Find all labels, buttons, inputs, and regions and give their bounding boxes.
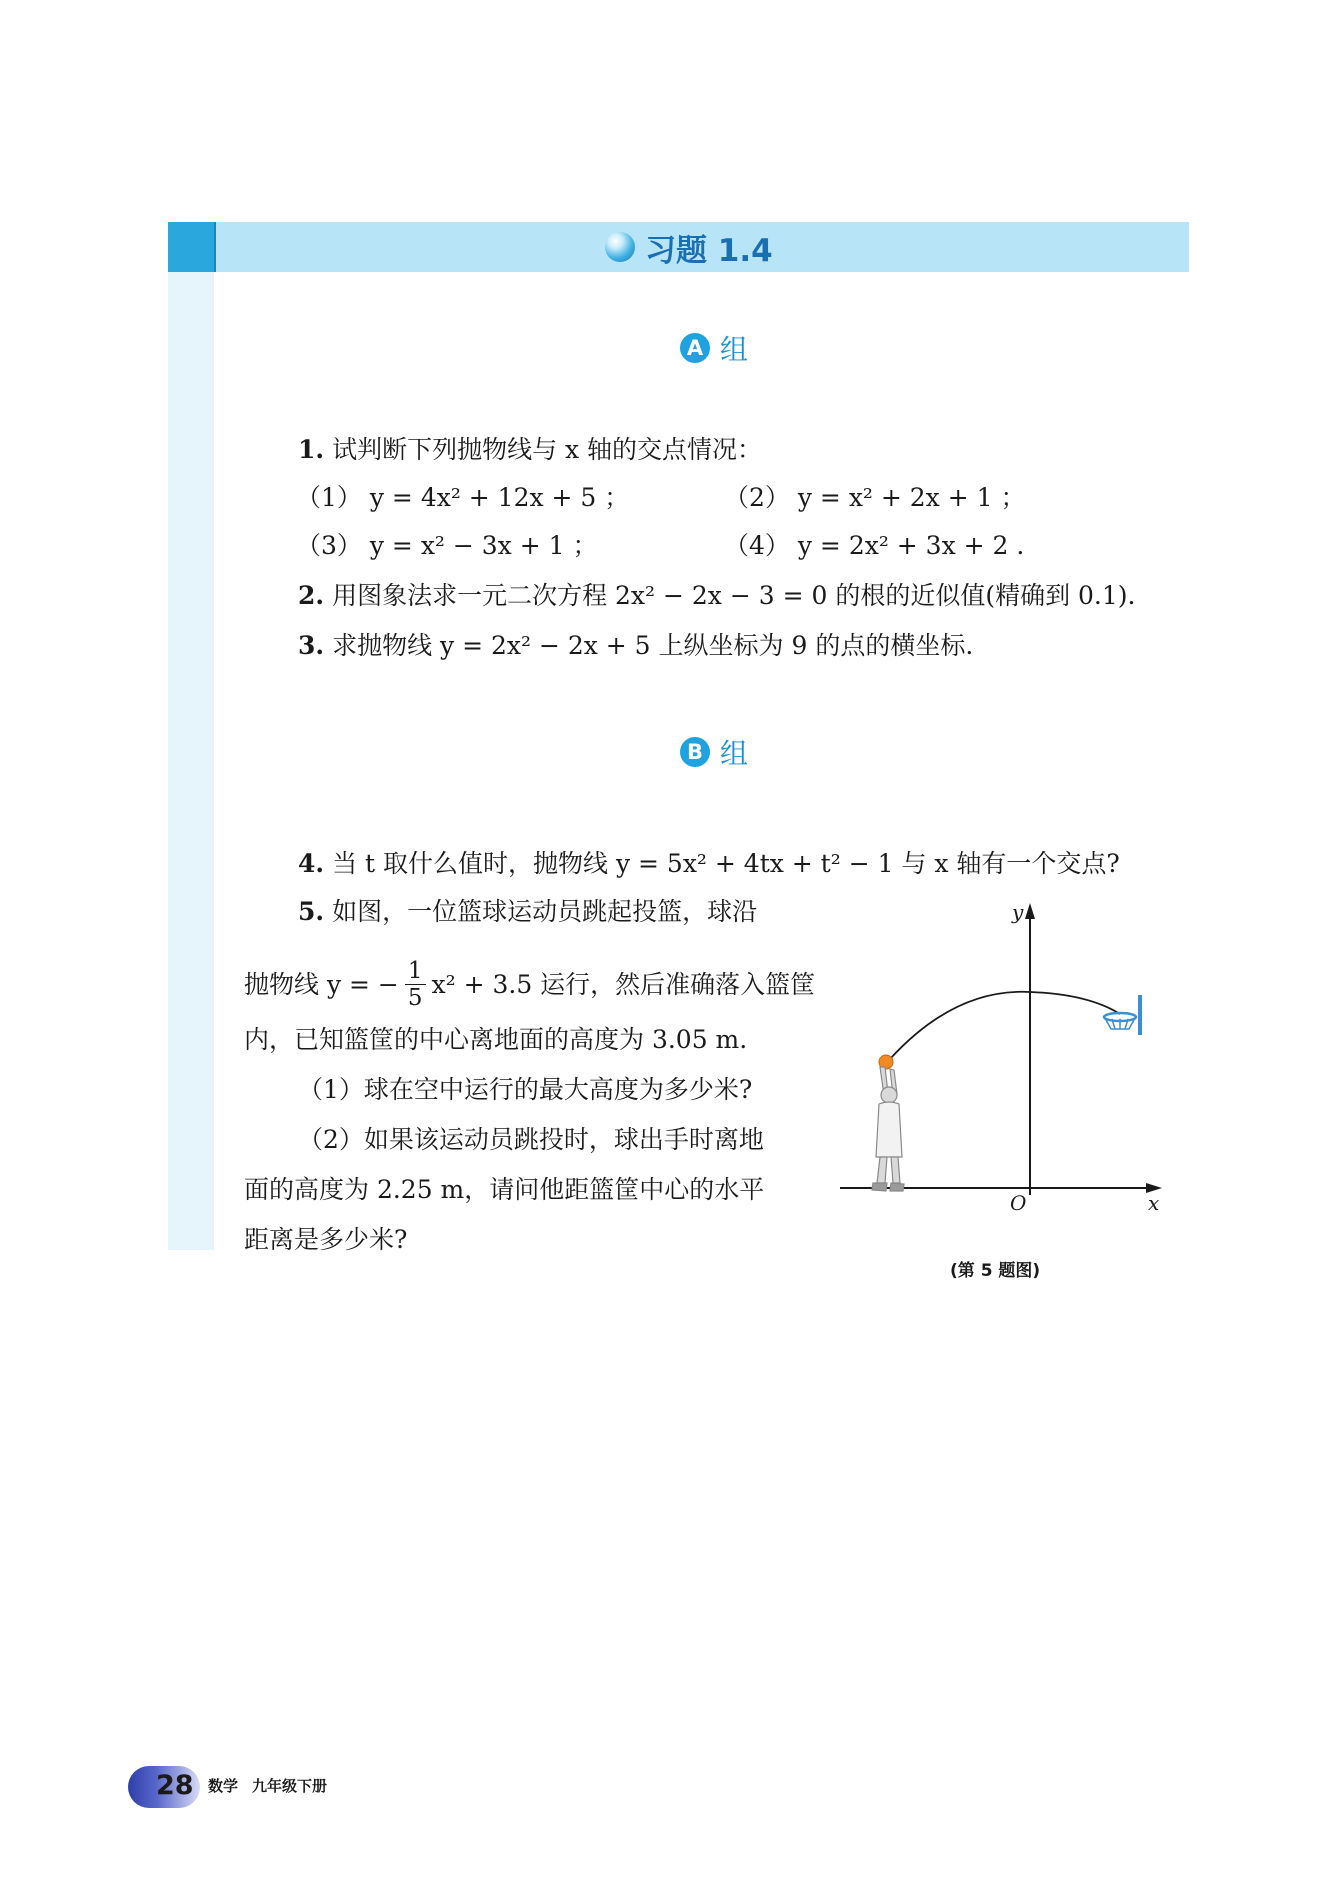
problem-4-number: 4. (298, 849, 325, 878)
group-a-badge: A (680, 333, 710, 363)
problem-2 (298, 580, 1135, 612)
orb-icon (605, 232, 635, 262)
fraction (405, 958, 426, 1011)
problem-3-number: 3. (298, 631, 325, 660)
problem-1 (298, 434, 762, 466)
problem-5-question-2-line-3: 距离是多少米? (244, 1225, 408, 1254)
problem-5-line-2 (244, 958, 815, 1011)
section-title-text: 习题 1.4 (645, 232, 773, 269)
fraction-denominator: 5 (407, 985, 423, 1011)
basketball-figure (830, 895, 1170, 1235)
problem-1-part-3: （3） y = x² − 3x + 1 ； (296, 531, 598, 560)
footer-grade: 九年级下册 (252, 1777, 328, 1795)
footer-book: 数学 (208, 1777, 239, 1795)
group-a-label: 组 (720, 333, 749, 366)
fraction-numerator: 1 (405, 958, 426, 985)
y-axis-label: y (1012, 900, 1024, 924)
section-side-strip (168, 272, 214, 1250)
group-b-label: 组 (720, 737, 749, 770)
problem-5-line-2b: x² + 3.5 运行，然后准确落入篮筐 (431, 969, 816, 999)
problem-2-text: 用图象法求一元二次方程 2x² − 2x − 3 = 0 的根的近似值(精确到 0.1). (332, 581, 1136, 610)
problem-5-number: 5. (298, 897, 325, 926)
problem-5-line-2a: 抛物线 y = − (244, 969, 399, 999)
problem-1-text: 试判断下列抛物线与 x 轴的交点情况： (332, 435, 763, 464)
problem-5-question-2-line-1: （2）如果该运动员跳投时，球出手时离地 (298, 1125, 764, 1154)
y-axis-arrow (1025, 903, 1035, 919)
problem-1-part-1: （1） y = 4x² + 12x + 5 ； (296, 483, 630, 512)
footer-book-info (208, 1775, 327, 1796)
problem-2-number: 2. (298, 581, 325, 610)
problem-1-number: 1. (298, 435, 325, 464)
problem-1-part-2: （2） y = x² + 2x + 1 ； (724, 483, 1026, 512)
figure-caption: (第 5 题图) (950, 1261, 1041, 1281)
problem-5 (298, 896, 757, 928)
problem-5-question-1: （1）球在空中运行的最大高度为多少米? (298, 1075, 753, 1104)
problem-1-part-4: （4） y = 2x² + 3x + 2 . (724, 531, 1025, 560)
origin-label: O (1010, 1191, 1027, 1215)
problem-4-text: 当 t 取什么值时，抛物线 y = 5x² + 4tx + t² − 1 与 x 轴有一个交点? (332, 849, 1120, 878)
page-number-badge (128, 1766, 200, 1808)
group-b-badge: B (680, 737, 710, 767)
problem-5-line-3: 内，已知篮筐的中心离地面的高度为 3.05 m. (244, 1025, 748, 1054)
page-number: 28 (156, 1770, 194, 1801)
section-header-square (168, 222, 216, 272)
problem-3 (298, 630, 973, 662)
group-a-title (680, 328, 748, 368)
group-b-title (680, 732, 748, 772)
x-axis-label: x (1148, 1191, 1160, 1215)
problem-4 (298, 848, 1120, 880)
section-title (605, 227, 773, 267)
problem-3-text: 求抛物线 y = 2x² − 2x + 5 上纵坐标为 9 的点的横坐标. (332, 631, 974, 660)
player-figure (872, 1067, 904, 1191)
problem-5-question-2-line-2: 面的高度为 2.25 m，请问他距篮筐中心的水平 (244, 1175, 765, 1204)
ball-trajectory (890, 992, 1120, 1059)
problem-5-line-1: 如图，一位篮球运动员跳起投篮，球沿 (332, 897, 758, 926)
